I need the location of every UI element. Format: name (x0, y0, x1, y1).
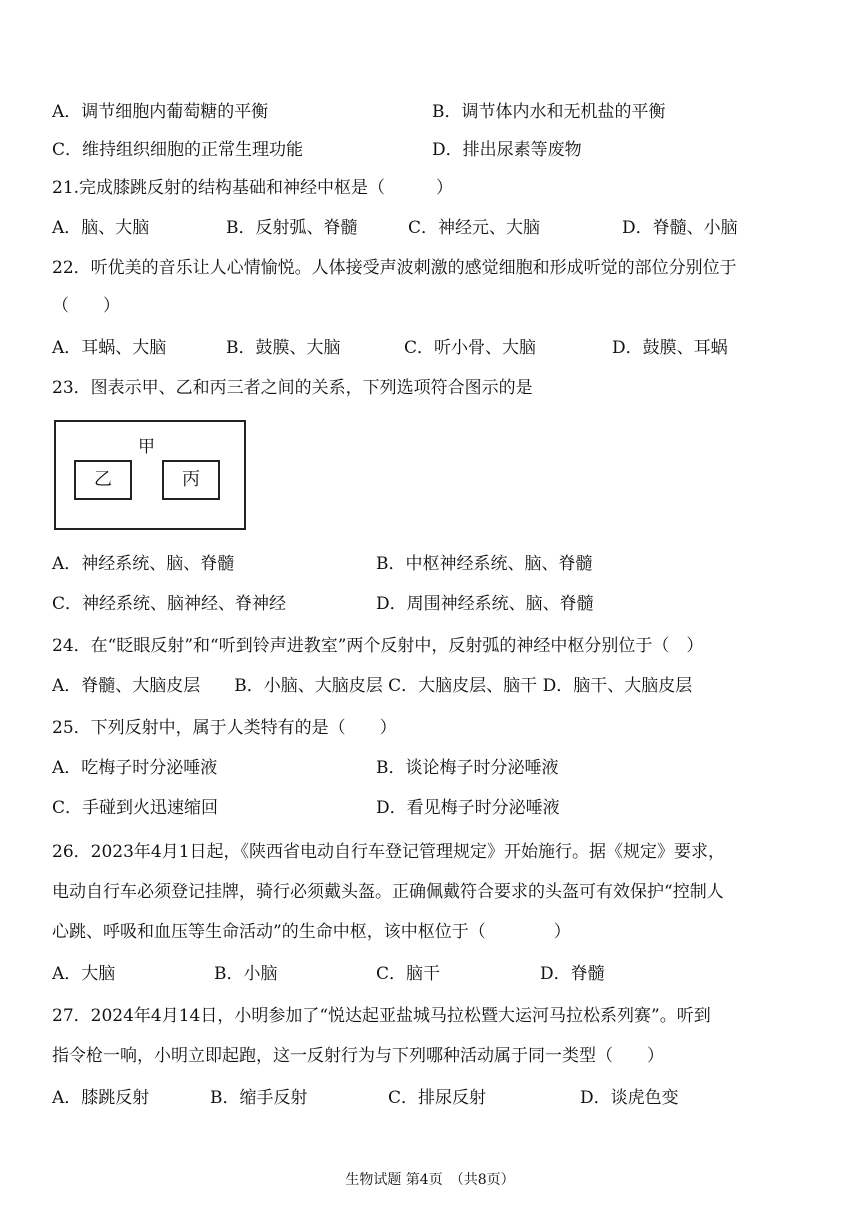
q26-stem-line1: 26．2023年4月1日起，《陕西省电动自行车登记管理规定》开始施行。据《规定》要求， (52, 842, 726, 862)
q20-option-a: A．调节细胞内葡萄糖的平衡 (52, 102, 269, 122)
q21-stem: 21.完成膝跳反射的结构基础和神经中枢是（ ） (52, 178, 454, 198)
q24-options: A．脊髓、大脑皮层 B．小脑、大脑皮层 C．大脑皮层、脑干 D．脑干、大脑皮层 (52, 676, 693, 696)
q27-stem-line1: 27．2024年4月14日，小明参加了“悦达起亚盐城马拉松暨大运河马拉松系列赛”。听到 (52, 1006, 711, 1026)
q27-option-b: B．缩手反射 (210, 1088, 308, 1108)
q27-stem-line2: 指令枪一响，小明立即起跑，这一反射行为与下列哪种活动属于同一类型（ ） (52, 1046, 664, 1066)
q21-option-c: C．神经元、大脑 (408, 218, 541, 238)
q23-option-a: A．神经系统、脑、脊髓 (52, 554, 235, 574)
q27-option-a: A．膝跳反射 (52, 1088, 150, 1108)
q23-option-c: C．神经系统、脑神经、脊神经 (52, 594, 287, 614)
q26-option-c: C．脑干 (376, 964, 441, 984)
q25-option-c: C．手碰到火迅速缩回 (52, 798, 219, 818)
page-footer: 生物试题 第4页 （共8页） (345, 1172, 515, 1188)
q22-option-b: B．鼓膜、大脑 (226, 338, 341, 358)
q22-option-a: A．耳蜗、大脑 (52, 338, 167, 358)
q22-option-d: D．鼓膜、耳蜗 (612, 338, 728, 358)
q22-stem-line2: （ ） (52, 296, 120, 316)
q21-option-b: B．反射弧、脊髓 (226, 218, 358, 238)
q25-option-a: A．吃梅子时分泌唾液 (52, 758, 218, 778)
q24-stem: 24．在“眨眼反射”和“听到铃声进教室”两个反射中，反射弧的神经中枢分别位于（ ） (52, 636, 704, 656)
q27-option-c: C．排尿反射 (388, 1088, 487, 1108)
q26-stem-line3: 心跳、呼吸和血压等生命活动”的生命中枢，该中枢位于（ ） (52, 922, 571, 942)
diagram-left-box: 乙 (74, 460, 132, 500)
q26-stem-line2: 电动自行车必须登记挂牌，骑行必须戴头盔。正确佩戴符合要求的头盔可有效保护“控制人 (52, 882, 724, 902)
q22-stem-line1: 22．听优美的音乐让人心情愉悦。人体接受声波刺激的感觉细胞和形成听觉的部位分别位于 (52, 258, 737, 278)
set-relationship-diagram (54, 420, 246, 530)
q27-option-d: D．谈虎色变 (580, 1088, 679, 1108)
q22-option-c: C．听小骨、大脑 (404, 338, 537, 358)
q20-option-d: D．排出尿素等废物 (432, 140, 582, 160)
diagram-outer-label: 甲 (138, 437, 155, 457)
q26-option-a: A．大脑 (52, 964, 116, 984)
q20-option-c: C．维持组织细胞的正常生理功能 (52, 140, 304, 160)
q25-stem: 25．下列反射中，属于人类特有的是（ ） (52, 718, 397, 738)
q26-option-d: D．脊髓 (540, 964, 605, 984)
q23-stem: 23．图表示甲、乙和丙三者之间的关系，下列选项符合图示的是 (52, 378, 533, 398)
q23-option-b: B．中枢神经系统、脑、脊髓 (376, 554, 593, 574)
q21-option-a: A．脑、大脑 (52, 218, 150, 238)
diagram-right-box: 丙 (162, 460, 220, 500)
q25-option-b: B．谈论梅子时分泌唾液 (376, 758, 559, 778)
q26-option-b: B．小脑 (214, 964, 278, 984)
q21-option-d: D．脊髓、小脑 (622, 218, 738, 238)
q25-option-d: D．看见梅子时分泌唾液 (376, 798, 560, 818)
q23-option-d: D．周围神经系统、脑、脊髓 (376, 594, 594, 614)
q20-option-b: B．调节体内水和无机盐的平衡 (432, 102, 666, 122)
